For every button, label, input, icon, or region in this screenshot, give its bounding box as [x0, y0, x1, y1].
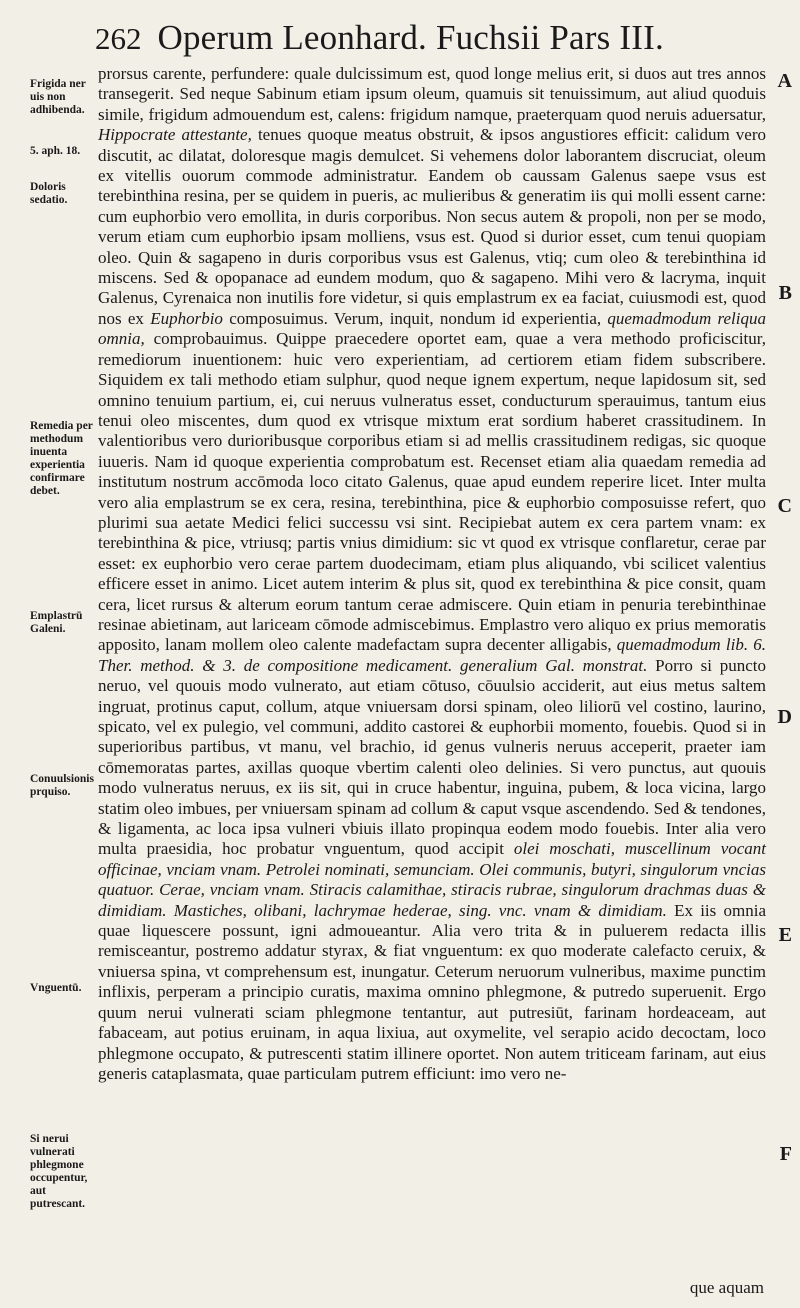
paragraph: prorsus carente, perfundere: quale dulcissimum est, quod longe melius erit, si duos aut tres annos transegerit. Sed neque Sabinum etiam ipsum oleum, quamuis sit tenuissimum, aut aliud quoduis simile, frigidum admouendum est, calens: frigidum namque, praeterquam quod neruis aduersatur, Hippocrate attestante, tenues quoque meatus obstruit, & ipsos angustiores efficit: calidum vero discutit, ac dilatat, doloresque magis demulcet. Si vehemens dolor laborantem discruciat, oleum ex vitellis ouorum commode administratur. Eandem ob caussam Galenus saepe vsus est terebinthina resina, per se quidem in pueris, ac mulieribus & generatim iis qui molli essent carne: cum euphorbio vero emollita, in duris corporibus. Non secus autem & propoli, non per se modo, verum etiam cum euphorbio ipsam molliens, vsus est. Quod si durior esset, cum tenui quopiam oleo. Quin & sagapeno in duris corporibus vsus est Galenus, vtiq; cum oleo & terebinthina id miscens. Sed & opopanace ad eundem modum, quo & sagapeno. Mihi vero & lacryma, inquit Galenus, Cyrenaica non inutilis fore videtur, si quis emplastrum ex ea faciat, cuiusmodi est, quod nos ex Euphorbio composuimus. Verum, inquit, nondum id experientia, quemadmodum reliqua omnia, comprobauimus. Quippe praecedere oportet eam, quae a vera methodo proficiscitur, remediorum inuentionem: huic vero experientiam, ad certiorem etiam fidem subscribere. Siquidem ex tali methodo etiam sulphur, quod neque ignem expertum, neque lapidosum sit, sed omnino tenuium partium, ei, cui neruus vulneratus esset, conducturum sperauimus, tantum eius tenui oleo miscentes, dum quod ex vtrisque mixtum erat sordium haberet crassitudinem. In valentioribus vero durioribusque corporibus etiam si ad mellis crassitudinem redigas, sic quoque iuueris. Nam id quoque experientia comprobatum est. Recenset etiam alia quaedam remedia ad institutum nostrum accōmoda loco citato Galenus, quae apud eundem reperire licet. Inter multa vero alia emplastrum se ex cera, resina, terebinthina, pice & euphorbio composuisse refert, quo plurimi sua aetate Medici felici successu vsi sint. Recipiebat autem ex cera partem vnam: ex terebinthina & pice, vtriusq; partis vnius dimidium: sic vt quod ex vtrisque conflaretur, cerae par esset: ex euphorbio vero cerae partem duodecimam, etiam plus aliquando, vbi scilicet valentius efficere esset in animo. Licet autem interim & plus sit, quod ex terebinthina & pice consit, quam cera, licet rursus & alterum eorum tantum cerae admiscere. Quin etiam in penuria terebinthinae resinae abietinam, aut lariceam cōmode admiscebimus. Emplastro vero aliquo ex prius memoratis apposito, lanam mollem oleo calente madefactam supra decenter alligabis, quemadmodum lib. 6. Ther. method. & 3. de compositione medicament. generalium Gal. monstrat. Porro si puncto neruo, vel quouis modo vulnerato, aut etiam cōtuso, cōuulsio acciderit, aut eius metus saltem ingruat, protinus caput, collum, atque vniuersam dorsi spinam, oleo liliorū vel costino, laurino, spicato, vel ex pulegio, vel communi, addito castorei & euphorbii momento, fouebis. Quod si in superioribus partibus, vt manu, vel brachio, id genus vulneris neruus acceperit, praeter iam cōmemoratas partes, axillas quoque vbertim calenti oleo delinies. Si vero punctus, aut quouis modo vulneratus neruus, ex iis sit, qui in cruce habentur, inguina, pubem, & loca vicina, largo statim oleo imbues, per vniuersam spinam ad collum & caput vsque ascendendo. Sed & tendones, & ligamenta, ac loca ipsa vulneri vbiuis illato propinqua eodem modo fouebis. Inter alia vero multa praesidia, hoc probatur vnguentum, quod accipit olei moschati, muscellinum vocant officinae, vnciam vnam. Petrolei nominati, semunciam. Olei communis, butyri, singulorum vncias quatuor. Cerae, vnciam vnam. Stiracis calamithae, stiracis rubrae, singulorum drachmas duas & dimidiam. Mastiches, olibani, lachrymae hederae, sing. vnc. vnam & dimidiam. Ex iis omnia quae liquescere possunt, igni admoueantur. Alia vero trita & in puluerem redacta illis remisceantur, postremo addatur styrax, & fiat vnguentum: ex quo moderate calefacto ceruix, & vniuersa spina, vt comprehensum est, inungatur. Ceterum neruorum vulneribus, maxime punctim inflixis, perperam a principio curatis, maxima omnino phlegmone, & putredo superuenit. Ergo quum nerui vulnerati sciam phlegmone tentantur, aut putresiūt, farinam hordeaceam, aut fabaceam, aut potius eruinam, in aqua lixiua, aut oxymelite, vel serapio acido decoctam, loco phlegmone occupato, & putrescenti statim illinere oportet. Non autem triticeam farinam, aut eius generis cataplasmata, quae particulam putrem efficiunt: imo vero ne- [98, 64, 767, 1083]
section-letter-b: B [778, 282, 792, 304]
section-letter-f: F [779, 1143, 792, 1165]
page-header [95, 18, 735, 64]
body-text [98, 64, 766, 1296]
margin-note: Conuulsionis prquiso. [30, 773, 94, 798]
margin-note: Remedia per methodum inuenta experientia confirmare debet. [30, 420, 93, 497]
catchword: que aquam [689, 1278, 764, 1297]
margin-note: 5. aph. 18. [30, 145, 81, 157]
margin-note: Frigida ner uis non adhibenda. [30, 78, 86, 116]
page-number: 262 [95, 21, 142, 56]
margin-note: Doloris sedatio. [30, 181, 68, 206]
margin-note: Emplastrū Galeni. [30, 610, 83, 635]
section-letter-d: D [777, 706, 792, 728]
section-letter-c: C [777, 495, 792, 517]
section-letter-a: A [777, 70, 792, 92]
section-letter-e: E [778, 924, 792, 946]
margin-note: Si nerui vulnerati phlegmone occupentur, aut putrescant. [30, 1133, 88, 1210]
margin-note: Vnguentū. [30, 982, 82, 994]
running-title: Operum Leonhard. Fuchsii Pars III. [157, 18, 664, 57]
